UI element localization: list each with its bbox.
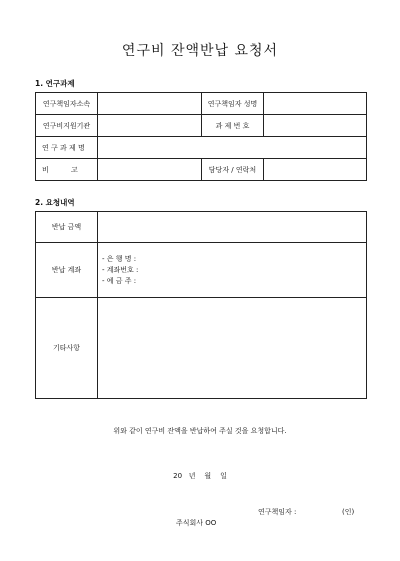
label-remarks: 비 고 (36, 159, 98, 181)
project-table (35, 92, 367, 181)
section-heading-project: 1. 연구과제 (35, 79, 75, 88)
other-field[interactable] (98, 298, 367, 399)
label-affiliation: 연구책임자소속 (36, 93, 98, 115)
pi-signature-label: 연구책임자 : (258, 508, 297, 516)
label-project-name: 연 구 과 제 명 (36, 137, 98, 159)
section-heading-request: 2. 요청내역 (35, 198, 75, 207)
label-pi-name: 연구책임자 성명 (202, 93, 264, 115)
label-agency: 연구비지원기관 (36, 115, 98, 137)
label-other: 기타사항 (36, 298, 98, 399)
table-row (36, 115, 367, 137)
date-line: 20 년 월 일 (173, 472, 227, 480)
account-holder-line: - 예 금 주 : (102, 276, 137, 285)
project-name-field[interactable] (98, 137, 367, 159)
account-field[interactable] (98, 243, 367, 298)
document-title: 연구비 잔액반납 요청서 (121, 43, 279, 59)
project-no-field[interactable] (264, 115, 367, 137)
table-row (36, 212, 367, 243)
contact-field[interactable] (264, 159, 367, 181)
account-number-line: - 계좌번호 : (102, 265, 139, 274)
label-project-no: 과 제 번 호 (202, 115, 264, 137)
bank-name-line: - 은 행 명 : (102, 254, 137, 263)
table-row (36, 159, 367, 181)
affiliation-field[interactable] (98, 93, 202, 115)
table-row (36, 137, 367, 159)
agency-field[interactable] (98, 115, 202, 137)
amount-field[interactable] (98, 212, 367, 243)
label-contact: 담당자 / 연락처 (202, 159, 264, 181)
request-table (35, 211, 367, 399)
table-row (36, 298, 367, 399)
request-statement: 위와 같이 연구비 잔액을 반납하여 주실 것을 요청합니다. (113, 427, 287, 435)
label-account: 반납 계좌 (36, 243, 98, 298)
label-amount: 반납 금액 (36, 212, 98, 243)
seal-mark: (인) (342, 508, 355, 516)
remarks-field[interactable] (98, 159, 202, 181)
company-name: 주식회사 OO (176, 519, 217, 527)
pi-name-field[interactable] (264, 93, 367, 115)
table-row (36, 93, 367, 115)
table-row (36, 243, 367, 298)
